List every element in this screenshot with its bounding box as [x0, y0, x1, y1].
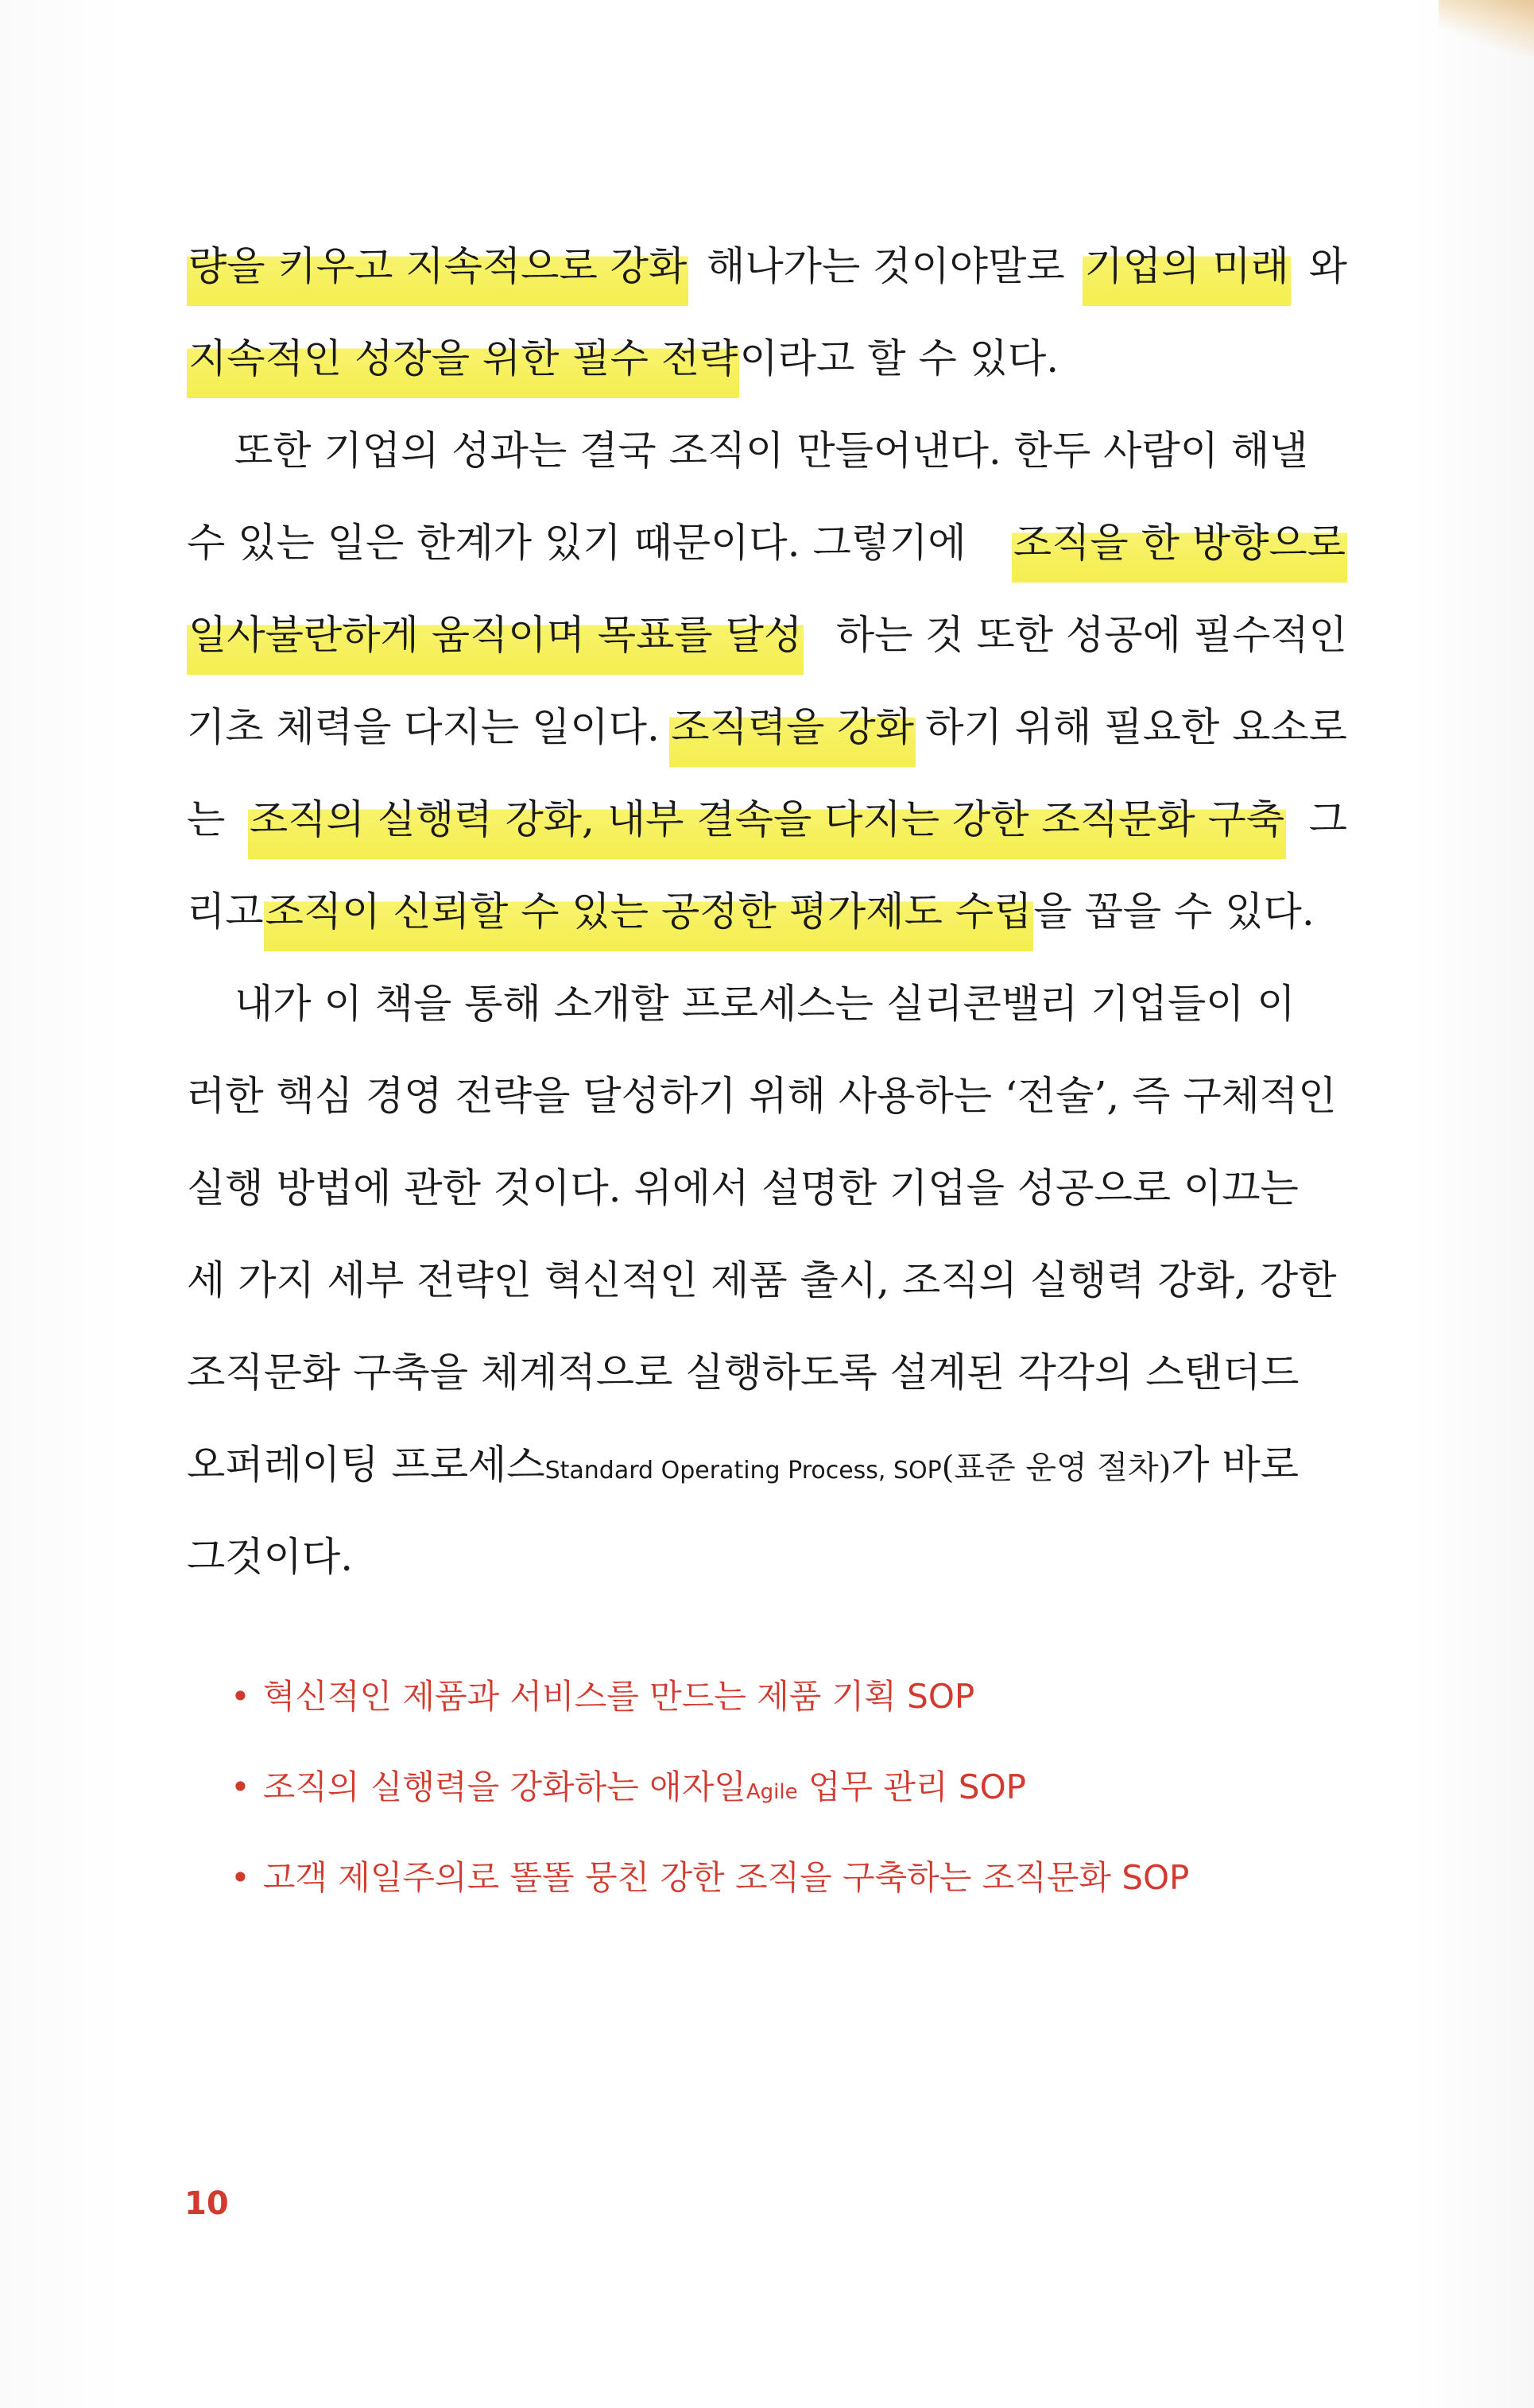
english-term: Standard Operating Process, SOP — [544, 1457, 942, 1485]
highlighted-text: 지속적인 성장을 위한 필수 전략 — [187, 323, 739, 415]
bullet-item — [230, 1760, 1189, 1850]
text-line — [187, 599, 1347, 691]
text-segment: 을 꼽을 수 있다. — [1033, 888, 1315, 935]
text-line — [187, 784, 1347, 876]
page-corner-edge — [1439, 0, 1534, 56]
text-line — [187, 415, 1347, 507]
text-segment: 하기 위해 필요한 요소로 — [925, 704, 1347, 750]
text-segment: 조직문화 구축을 체계적으로 실행하도록 설계된 각각의 스탠더드 — [187, 1349, 1300, 1396]
text-line — [187, 1152, 1347, 1245]
bullet-text: 고객 제일주의로 똘똘 뭉친 강한 조직을 구축하는 조직문화 SOP — [262, 1858, 1190, 1897]
text-segment: 그 — [1308, 796, 1347, 842]
highlighted-text: 조직의 실행력 강화, 내부 결속을 다지는 강한 조직문화 구축 — [248, 784, 1286, 876]
text-line — [187, 1245, 1347, 1337]
text-segment: 내가 이 책을 통해 소개할 프로세스는 실리콘밸리 기업들이 이 — [234, 981, 1296, 1027]
text-line — [187, 1060, 1347, 1152]
bullet-text: 업무 관리 SOP — [797, 1767, 1026, 1806]
text-segment: 리고 — [187, 888, 264, 935]
highlighted-text: 조직을 한 방향으로 — [1012, 507, 1347, 599]
text-line — [187, 1521, 1347, 1613]
highlighted-text: 조직력을 강화 — [669, 691, 916, 784]
highlighted-text: 기업의 미래 — [1083, 230, 1290, 323]
text-segment — [187, 1429, 1299, 1521]
highlighted-text: 일사불란하게 움직이며 목표를 달성 — [187, 599, 804, 691]
highlighted-text: 조직이 신뢰할 수 있는 공정한 평가제도 수립 — [264, 876, 1034, 968]
parenthetical-term: (표준 운영 절차) — [941, 1450, 1172, 1486]
text-line — [187, 968, 1347, 1060]
text-segment: 수 있는 일은 한계가 있기 때문이다. 그렇기에 — [187, 520, 966, 566]
text-line — [187, 1429, 1347, 1521]
body-text — [187, 230, 1347, 1613]
text-segment: 는 — [187, 796, 226, 842]
text-segment: 이라고 할 수 있다. — [739, 335, 1059, 381]
bullet-english-term: Agile — [746, 1780, 798, 1804]
highlighted-text: 량을 키우고 지속적으로 강화 — [187, 230, 688, 323]
text-segment: 오퍼레이팅 프로세스 — [187, 1442, 545, 1488]
bullet-dot: • — [230, 1858, 250, 1897]
bullet-text: 조직의 실행력을 강화하는 애자일 — [262, 1767, 746, 1806]
text-segment: 기초 체력을 다지는 일이다. — [187, 704, 660, 750]
bullet-text: 혁신적인 제품과 서비스를 만드는 제품 기획 SOP — [262, 1677, 975, 1716]
text-segment: 해나가는 것이야말로 — [707, 243, 1065, 289]
sop-bullet-list — [230, 1669, 1189, 1941]
bullet-item — [230, 1669, 1189, 1760]
text-segment: 가 바로 — [1171, 1442, 1300, 1488]
bullet-item — [230, 1850, 1189, 1941]
page-number: 10 — [184, 2185, 229, 2222]
text-line — [187, 876, 1347, 968]
text-segment: 그것이다. — [187, 1534, 354, 1580]
text-segment: 와 — [1308, 243, 1347, 289]
text-segment: 실행 방법에 관한 것이다. 위에서 설명한 기업을 성공으로 이끄는 — [187, 1165, 1299, 1211]
text-segment: 세 가지 세부 전략인 혁신적인 제품 출시, 조직의 실행력 강화, 강한 — [187, 1257, 1337, 1303]
text-line — [187, 323, 1347, 415]
bullet-dot: • — [230, 1677, 250, 1716]
text-line — [187, 1337, 1347, 1429]
text-segment: 러한 핵심 경영 전략을 달성하기 위해 사용하는 ‘전술’, 즉 구체적인 — [187, 1073, 1337, 1119]
text-line — [187, 507, 1347, 599]
text-line — [187, 691, 1347, 784]
text-segment: 하는 것 또한 성공에 필수적인 — [835, 612, 1347, 658]
bullet-dot: • — [230, 1767, 250, 1806]
text-segment: 또한 기업의 성과는 결국 조직이 만들어낸다. 한두 사람이 해낼 — [234, 428, 1308, 474]
text-line — [187, 230, 1347, 323]
